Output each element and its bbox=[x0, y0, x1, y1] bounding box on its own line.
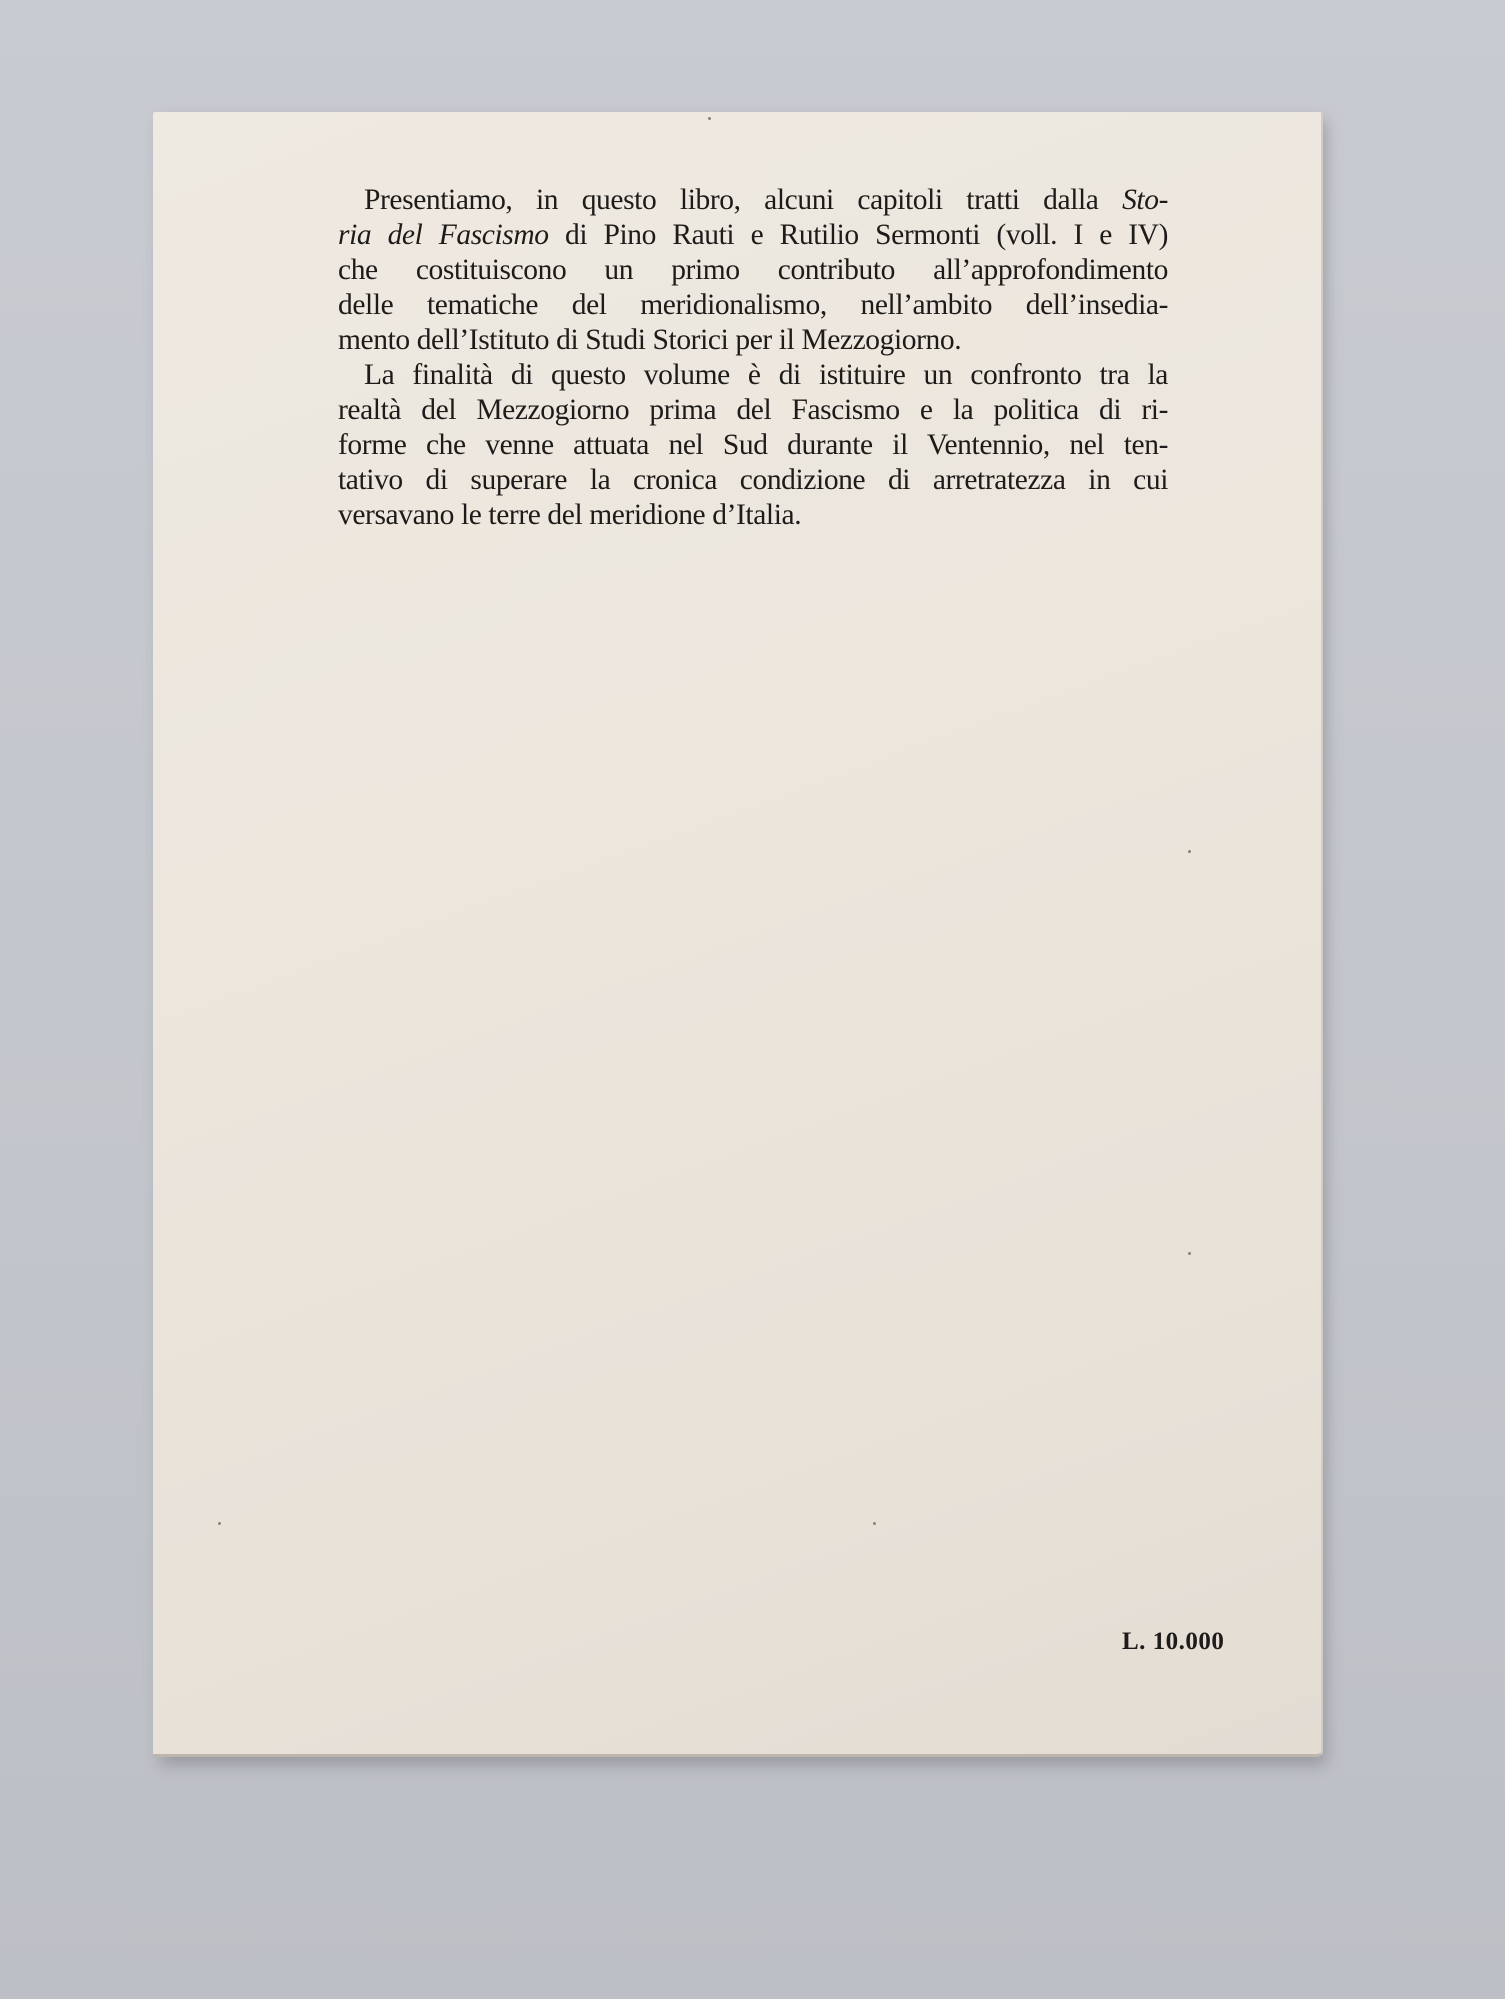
text-line bbox=[338, 218, 1168, 253]
text-line: tativo di superare la cronica condizione di arretratezza in cui bbox=[338, 464, 1168, 496]
italic-title-run: ria del Fascismo bbox=[338, 219, 549, 251]
paper-speck bbox=[1188, 1252, 1191, 1255]
text-run: Presentiamo, in questo libro, alcuni capitoli tratti dalla bbox=[364, 184, 1123, 216]
text-run: di Pino Rauti e Rutilio Sermonti (voll. I e IV) bbox=[548, 219, 1169, 251]
text-line: realtà del Mezzogiorno prima del Fascismo e la politica di ri- bbox=[338, 394, 1168, 426]
text-line: forme che venne attuata nel Sud durante il Ventennio, nel ten- bbox=[338, 429, 1168, 461]
paper-speck bbox=[873, 1522, 876, 1525]
text-line: versavano le terre del meridione d’Italia. bbox=[338, 499, 802, 531]
text-line bbox=[338, 183, 1168, 218]
paper-speck bbox=[708, 117, 711, 120]
blurb-text bbox=[338, 183, 1168, 533]
italic-title-run: Sto- bbox=[1122, 184, 1168, 216]
text-line: mento dell’Istituto di Studi Storici per il Mezzogiorno. bbox=[338, 324, 962, 356]
text-line: delle tematiche del meridionalismo, nell’ambito dell’insedia- bbox=[338, 289, 1168, 321]
text-line: che costituiscono un primo contributo all’approfondimento bbox=[338, 254, 1168, 286]
price-label: L. 10.000 bbox=[1122, 1628, 1225, 1655]
text-line: La finalità di questo volume è di istituire un confronto tra la bbox=[364, 359, 1168, 391]
paper-speck bbox=[1188, 850, 1191, 853]
paper-speck bbox=[218, 1522, 221, 1525]
